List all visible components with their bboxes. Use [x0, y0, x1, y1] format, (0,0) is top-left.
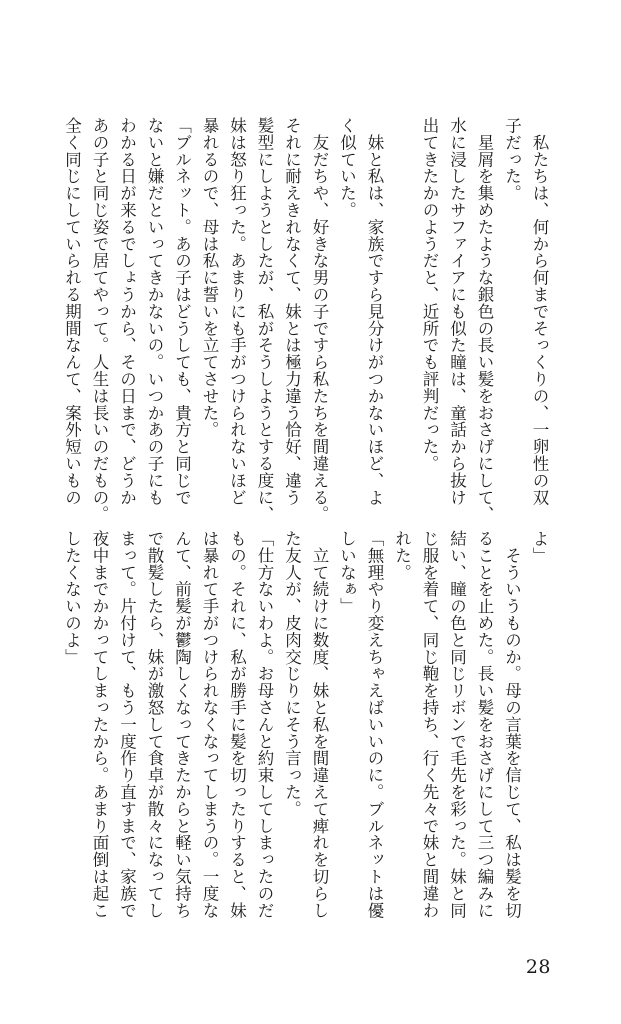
page-number: 28 — [525, 956, 551, 978]
text-line: んて、前髪が鬱陶しくなってきたからと軽い気持ち — [172, 530, 192, 919]
text-line: 結い、瞳の色と同じリボンで毛先を彩った。妹と同 — [447, 530, 467, 919]
text-line: 友だちや、好きな男の子ですら私たちを間違える。 — [310, 117, 329, 523]
text-line: 水に浸したサファイアにも似た瞳は、童話から抜け — [447, 117, 467, 506]
text-line: で散髪したら、妹が激怒して食卓が散々になってし — [145, 530, 164, 919]
text-line: れた。 — [392, 530, 412, 581]
text-line: よ」 — [530, 530, 549, 564]
text-line: 妹は怒り狂った。あまりにも手がつけられないほど — [227, 117, 247, 506]
text-line: 星屑を集めたような銀色の長い髪をおさげにして、 — [475, 117, 494, 523]
text-line: もの。それに、私が勝手に髪を切ったりすると、妹 — [227, 530, 247, 919]
text-line: じ服を着て、同じ鞄を持ち、行く先々で妹と間違わ — [420, 530, 439, 919]
text-line: 妹と私は、家族ですら見分けがつかないほど、よ — [365, 117, 384, 506]
text-line: 私たちは、何から何までそっくりの、一卵性の双 — [530, 117, 549, 506]
text-line: は暴れて手がつけられなくなってしまうの。一度な — [200, 530, 219, 919]
text-line: 「仕方ないわよ。お母さんと約束してしまったのだ — [255, 530, 274, 919]
upper-text-block — [58, 117, 553, 523]
text-line: 「無理やり変えちゃえばいいのに。ブルネットは優 — [365, 530, 384, 919]
text-line: 夜中までかかってしまったから。あまり面倒は起こ — [90, 530, 109, 919]
text-line: く似ていた。 — [337, 117, 357, 219]
text-line: 出てきたかのようだと、近所でも評判だった。 — [420, 117, 439, 472]
text-line: それに耐えきれなくて、妹とは極力違う恰好、違う — [282, 117, 302, 506]
lower-text-block — [58, 530, 553, 919]
text-line: わかる日が来るでしょうから、その日まで、どうか — [117, 117, 137, 506]
text-line: 全く同じにしていられる期間なんて、案外短いもの — [62, 117, 82, 506]
text-line: 立て続けに数度、妹と私を間違えて痺れを切らし — [310, 530, 329, 919]
text-line: 「ブルネット。あの子はどうしても、貴方と同じで — [172, 117, 192, 506]
text-line — [388, 117, 416, 523]
text-line: あの子と同じ姿で居てやって。人生は長いのだもの。 — [90, 117, 109, 523]
text-line: したくないのよ」 — [62, 530, 82, 666]
text-line: まって。片付けて、もう一度作り直すまで、家族で — [117, 530, 137, 919]
text-line: 暴れるので、母は私に誓いを立てさせた。 — [200, 117, 219, 439]
text-line: 髪型にしようとしたが、私がそうしようとする度に、 — [255, 117, 274, 523]
text-line: 子だった。 — [502, 117, 522, 202]
text-line: ることを止めた。長い髪をおさげにして三つ編みに — [475, 530, 494, 919]
text-line: しいなぁ」 — [337, 530, 357, 615]
text-line: ないと嫌だといってきかないの。いつかあの子にも — [145, 117, 164, 506]
text-line: そういうものか。母の言葉を信じて、私は髪を切 — [502, 530, 522, 919]
text-line: た友人が、皮肉交じりにそう言った。 — [282, 530, 302, 818]
